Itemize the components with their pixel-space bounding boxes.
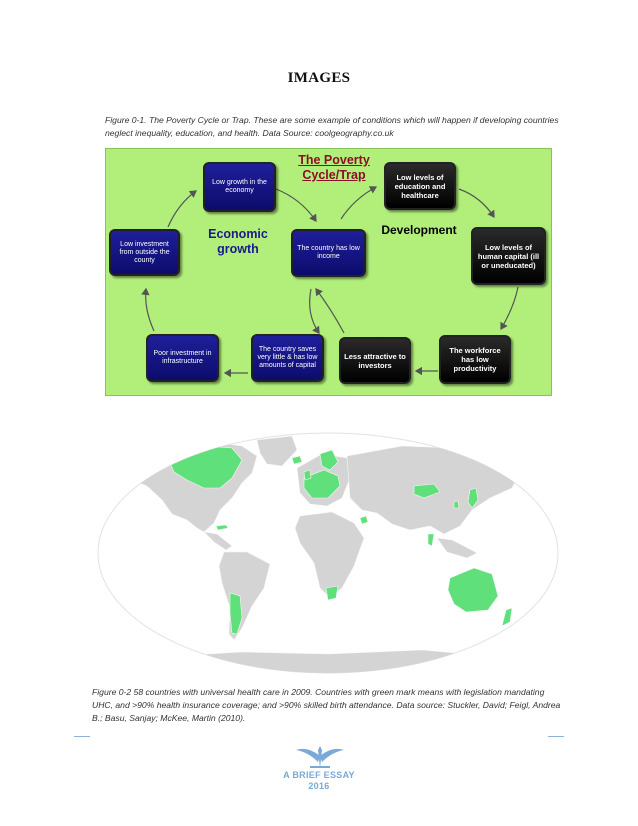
uk-uhc [304, 470, 311, 480]
box-saves-little: The country saves very little & has low amounts of capital [251, 334, 324, 382]
box-workforce: The workforce has low productivity [439, 335, 511, 384]
figure-2-caption: Figure 0-2 58 countries with universal health care in 2009. Countries with green mark means with legislation mandating UHC, and >90% health insurance coverage; and >90% skilled birth attendance. Data source: Stuckler, David; Feigl, Andrea B.; Basu, Sanjay; McKee, Martin (2010). [92, 687, 561, 723]
economic-growth-line1: Economic [208, 227, 268, 241]
economic-growth-line2: growth [217, 242, 259, 256]
diagram-title-line2: Cycle/Trap [302, 168, 366, 182]
footer-rule-right [548, 736, 564, 737]
arrow-growth-to-income [276, 189, 316, 221]
footer-rule-left [74, 736, 90, 737]
arrow-education-to-human-capital [459, 189, 494, 217]
diagram-title [274, 153, 394, 183]
poverty-cycle-diagram [105, 148, 552, 396]
south-korea-uhc [454, 501, 459, 508]
arrow-infrastructure-to-investment [146, 289, 154, 331]
antarctica-landmass [132, 650, 522, 678]
logo-text-line2: 2016 [308, 781, 330, 791]
box-low-investment-outside: Low investment from outside the county [109, 229, 180, 276]
arrow-human-capital-to-workforce [501, 287, 518, 329]
south-africa-uhc [326, 586, 338, 600]
arrow-investment-to-growth [168, 191, 196, 227]
figure-1-caption: Figure 0-1. The Poverty Cycle or Trap. These are some example of conditions which will happen if developing countries neglect inequality, education, and health. Data Source: coolgeography.co.uk [105, 115, 559, 138]
box-low-human-capital: Low levels of human capital (ill or uneducated) [471, 227, 546, 285]
box-poor-infrastructure: Poor investment in infrastructure [146, 334, 219, 382]
arrow-income-to-education [341, 187, 376, 219]
arrow-attractive-to-income [316, 289, 344, 333]
box-low-growth: Low growth in the economy [203, 162, 276, 212]
logo-text-line1: A BRIEF ESSAY [283, 770, 355, 780]
page-title: IMAGES [287, 70, 351, 86]
development-label: Development [381, 223, 457, 237]
box-low-income: The country has low income [291, 229, 366, 277]
box-less-attractive: Less attractive to investors [339, 337, 411, 384]
diagram-title-line1: The Poverty [298, 153, 370, 167]
arrow-income-to-saves [310, 289, 319, 333]
world-map-uhc [92, 428, 564, 678]
box-low-education: Low levels of education and healthcare [384, 162, 456, 210]
economic-growth-label [198, 227, 278, 257]
